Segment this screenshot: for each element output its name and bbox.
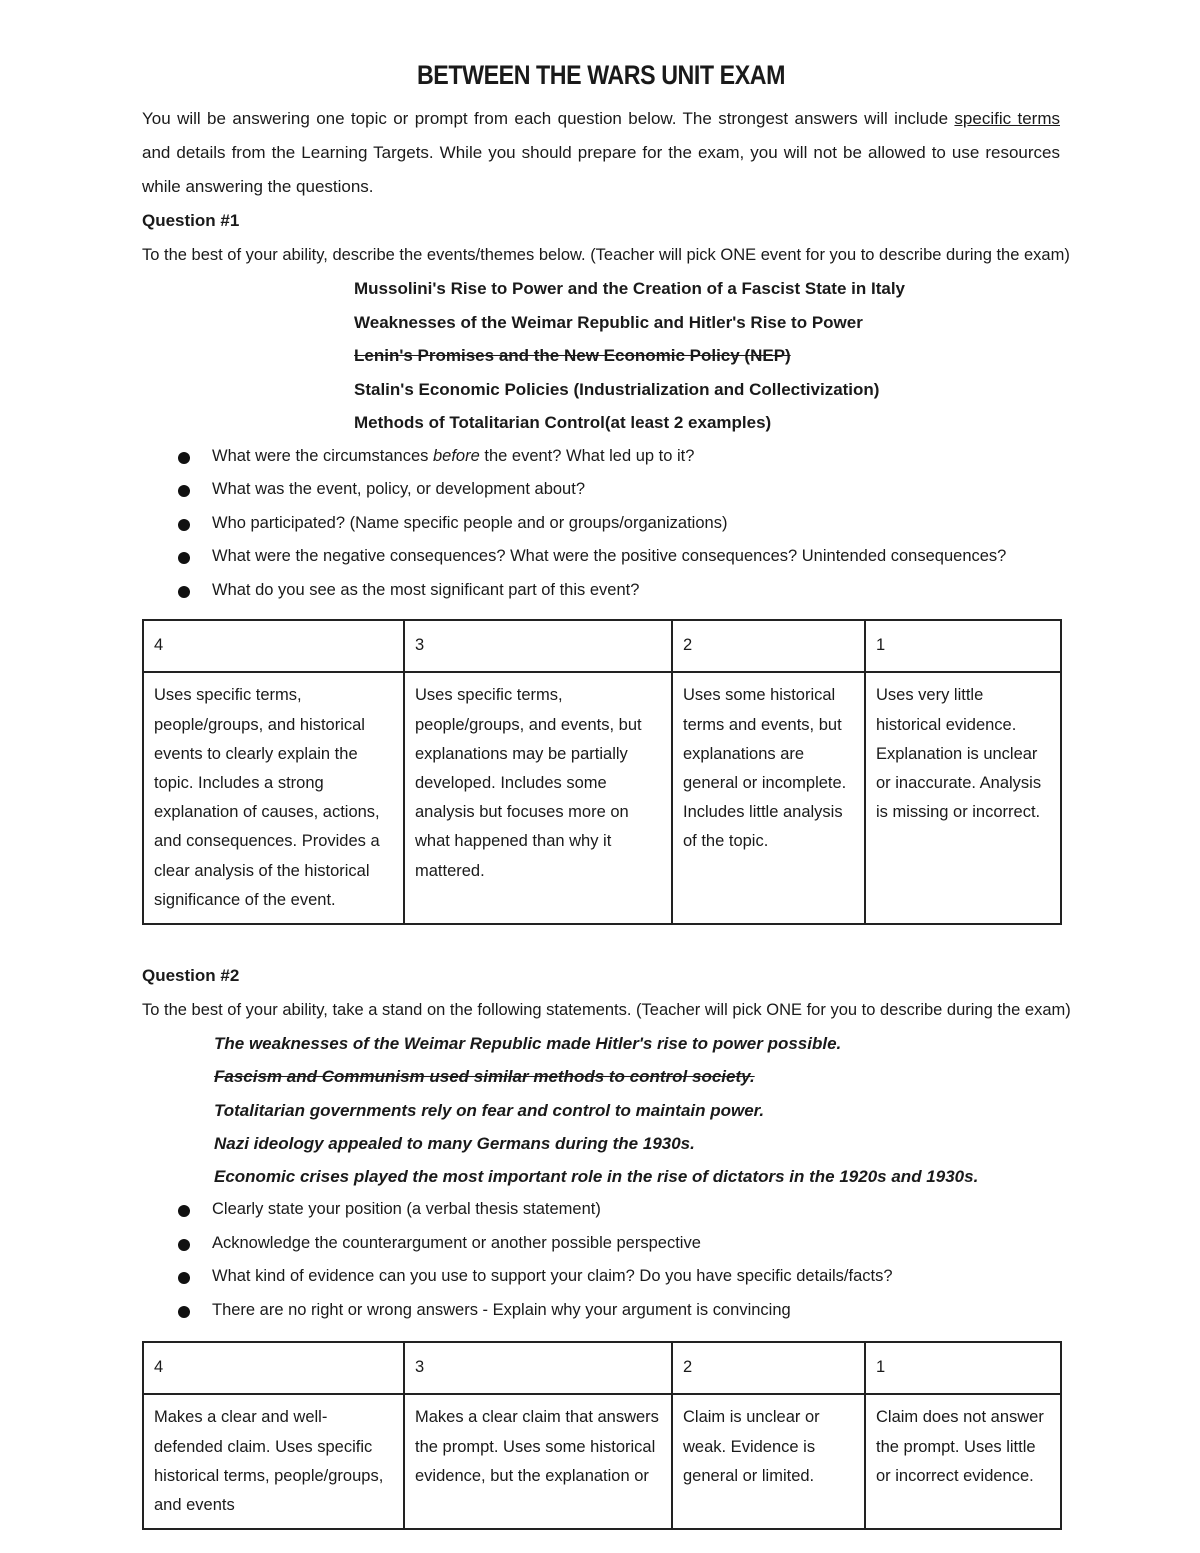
question-1-heading: Question #1	[142, 211, 240, 230]
rubric-description-cell: Uses very little historical evidence. Explanation is unclear or inaccurate. Analysis is missing or incorrect.	[865, 672, 1061, 924]
rubric-score-cell: 1	[865, 1342, 1061, 1394]
rubric-description-cell: Claim is unclear or weak. Evidence is general or limited.	[672, 1394, 865, 1529]
rubric-header-row	[143, 1342, 1061, 1394]
rubric-score-cell: 2	[672, 1342, 865, 1394]
guide-item	[178, 574, 1060, 608]
guide-item	[178, 440, 1060, 474]
topic-item: Weaknesses of the Weimar Republic and Hitler's Rise to Power	[354, 312, 863, 332]
guide-text: the event? What led up to it?	[479, 446, 695, 465]
guide-text: Who participated? (Name specific people and or groups/organizations)	[212, 513, 728, 532]
bullet-icon	[178, 452, 190, 464]
guide-text: What do you see as the most significant part of this event?	[212, 580, 640, 599]
guide-item	[178, 473, 1060, 507]
intro-text-2: and details from the Learning Targets. While you should prepare for the exam, you will not be allowed to use resources while answering the questions.	[142, 143, 1060, 196]
statement-item: Economic crises played the most important role in the rise of dictators in the 1920s and 1930s.	[214, 1166, 979, 1186]
bullet-icon	[178, 519, 190, 531]
bullet-icon	[178, 586, 190, 598]
rubric-description-cell: Makes a clear claim that answers the prompt. Uses some historical evidence, but the explanation or	[404, 1394, 672, 1529]
guide-emphasis: before	[433, 446, 480, 465]
question-1-guide-list	[142, 440, 1060, 608]
guide-text: What kind of evidence can you use to support your claim? Do you have specific details/facts?	[212, 1267, 893, 1286]
guide-text: What was the event, policy, or development about?	[212, 480, 585, 499]
guide-item	[178, 1227, 1060, 1261]
question-1-rubric-table	[142, 619, 1062, 925]
guide-item	[178, 1193, 1060, 1227]
bullet-icon	[178, 552, 190, 564]
bullet-icon	[178, 1239, 190, 1251]
question-1-instruction: To the best of your ability, describe the events/themes below. (Teacher will pick ONE event for you to describe during the exam)	[142, 246, 1070, 264]
question-2-statement-list	[214, 1027, 1060, 1193]
exam-page	[142, 58, 1071, 1530]
statement-item: Totalitarian governments rely on fear and control to maintain power.	[214, 1100, 765, 1120]
rubric-description-cell: Uses some historical terms and events, but explanations are general or incomplete. Includes little analysis of the topic.	[672, 672, 865, 924]
intro-text-1: You will be answering one topic or prompt from each question below. The strongest answers will include	[142, 109, 955, 128]
rubric-description-row	[143, 672, 1061, 924]
rubric-description-cell: Makes a clear and well-defended claim. Uses specific historical terms, people/groups, and events	[143, 1394, 404, 1529]
statement-item: The weaknesses of the Weimar Republic made Hitler's rise to power possible.	[214, 1034, 842, 1054]
rubric-score-cell: 2	[672, 620, 865, 672]
topic-item: Methods of Totalitarian Control(at least 2 examples)	[354, 413, 772, 432]
question-2-instruction: To the best of your ability, take a stand on the following statements. (Teacher will pick ONE for you to describe during the exam)	[142, 1001, 1071, 1020]
statement-item-struck: Fascism and Communism used similar methods to control society.	[214, 1067, 755, 1087]
question-2-heading: Question #2	[142, 966, 240, 986]
guide-text: Acknowledge the counterargument or another possible perspective	[212, 1233, 701, 1252]
rubric-description-row	[143, 1394, 1061, 1529]
rubric-description-cell: Uses specific terms, people/groups, and historical events to clearly explain the topic. Includes a strong explanation of causes, actions, and consequences. Provides a clear analysis of the historical significance of the event.	[143, 672, 404, 924]
bullet-icon	[178, 485, 190, 497]
rubric-description-cell: Uses specific terms, people/groups, and events, but explanations may be partially developed. Includes some analysis but focuses more on what happened than why it mattered.	[404, 672, 672, 924]
page-title: BETWEEN THE WARS UNIT EXAM	[416, 60, 786, 90]
guide-item	[178, 540, 1060, 574]
question-2-guide-list	[142, 1193, 1060, 1327]
intro-underlined-term: specific terms	[954, 109, 1060, 128]
rubric-score-cell: 3	[404, 620, 672, 672]
statement-item: Nazi ideology appealed to many Germans during the 1930s.	[214, 1133, 695, 1153]
guide-text: What were the circumstances	[212, 446, 433, 465]
rubric-score-cell: 3	[404, 1342, 672, 1394]
guide-item	[178, 1260, 1060, 1294]
guide-item	[178, 1294, 1060, 1328]
rubric-description-cell: Claim does not answer the prompt. Uses little or incorrect evidence.	[865, 1394, 1061, 1529]
topic-item: Stalin's Economic Policies (Industrialization and Collectivization)	[354, 379, 880, 399]
rubric-score-cell: 4	[143, 620, 404, 672]
guide-text: What were the negative consequences? What were the positive consequences? Unintended consequences?	[212, 547, 1007, 566]
guide-text: There are no right or wrong answers - Explain why your argument is convincing	[212, 1300, 791, 1319]
question-1-topic-list	[354, 272, 1060, 440]
rubric-header-row	[143, 620, 1061, 672]
rubric-score-cell: 4	[143, 1342, 404, 1394]
guide-text: Clearly state your position (a verbal thesis statement)	[212, 1200, 601, 1219]
rubric-score-cell: 1	[865, 620, 1061, 672]
intro-paragraph	[142, 102, 1060, 204]
topic-item-struck: Lenin's Promises and the New Economic Policy (NEP)	[354, 346, 791, 365]
bullet-icon	[178, 1205, 190, 1217]
guide-item	[178, 507, 1060, 541]
bullet-icon	[178, 1306, 190, 1318]
topic-item: Mussolini's Rise to Power and the Creation of a Fascist State in Italy	[354, 279, 905, 298]
bullet-icon	[178, 1272, 190, 1284]
question-2-rubric-table	[142, 1341, 1062, 1530]
